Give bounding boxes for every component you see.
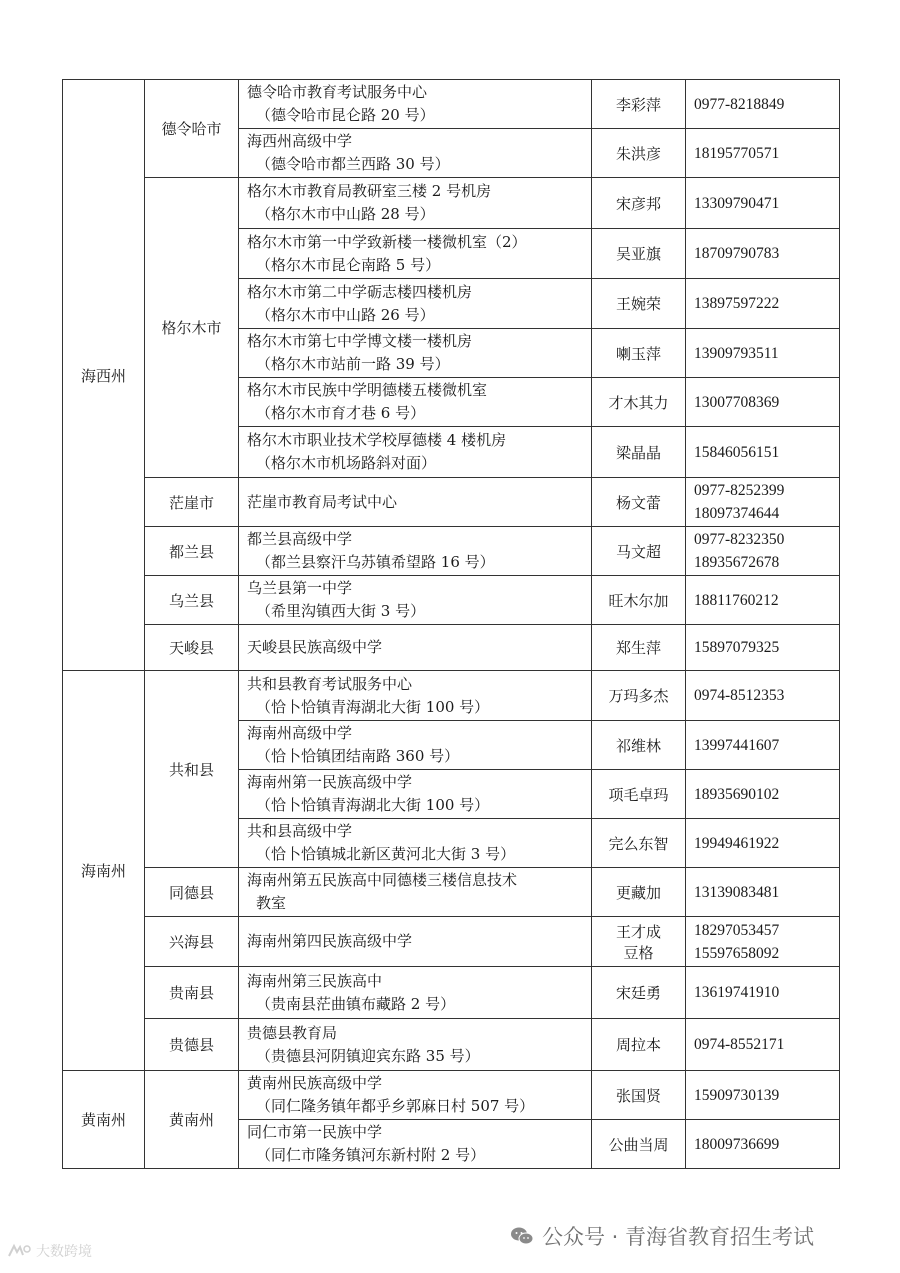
watermark-text: 大数跨境: [36, 1244, 92, 1260]
phone-number: 15897079325: [694, 639, 780, 656]
site-address: （贵南县茫曲镇布藏路 2 号）: [256, 994, 456, 1013]
site-name: 海南州第一民族高级中学: [247, 773, 413, 791]
phone-cell: [686, 80, 840, 129]
site-name: 共和县教育考试服务中心: [247, 674, 413, 693]
site-address: （贵德县河阴镇迎宾东路 35 号）: [256, 1046, 480, 1065]
site-name: 海南州第四民族高级中学: [247, 932, 413, 950]
phone-cell: [686, 671, 840, 721]
prefecture-cell: 海西州: [63, 80, 145, 671]
contact-person-cell: 更藏加: [592, 868, 686, 917]
site-address: （恰卜恰镇青海湖北大街 100 号）: [256, 796, 490, 814]
exam-site-cell: [239, 671, 592, 721]
county-cell: 天峻县: [145, 625, 239, 671]
site-name: 海南州第五民族高中同德楼三楼信息技术: [247, 871, 518, 889]
contact-person-cell: 祁维林: [592, 721, 686, 770]
site-name: 格尔木市职业技术学校厚德楼 4 楼机房: [247, 431, 507, 449]
phone-number: 0977-8218849: [694, 95, 785, 113]
site-address: （恰卜恰镇城北新区黄河北大街 3 号）: [256, 845, 516, 863]
phone-number: 13897597222: [694, 295, 780, 312]
site-address: （格尔木市中山路 26 号）: [256, 305, 435, 324]
exam-site-cell: [239, 378, 592, 427]
phone-cell: [686, 868, 840, 917]
exam-site-cell: [239, 1019, 592, 1071]
phone-cell: [686, 229, 840, 279]
prefecture-cell: 黄南州: [63, 1071, 145, 1169]
exam-site-cell: [239, 868, 592, 917]
phone-number: 18009736699: [694, 1135, 780, 1153]
site-address: （格尔木市中山路 28 号）: [256, 205, 435, 223]
site-name: 海南州第三民族高中: [247, 971, 383, 990]
phone-cell: [686, 770, 840, 819]
phone-number: 18297053457: [694, 921, 780, 939]
phone-number: 15909730139: [694, 1086, 780, 1104]
table-row: [63, 576, 840, 625]
contact-person-cell: 吴亚旗: [592, 229, 686, 279]
contact-person-cell: 万玛多杰: [592, 671, 686, 721]
phone-number: 18709790783: [694, 245, 780, 262]
exam-site-cell: [239, 478, 592, 527]
site-address: （希里沟镇西大街 3 号）: [256, 602, 426, 620]
phone-number: 15846056151: [694, 443, 780, 461]
phone-number: 13909793511: [694, 344, 779, 362]
exam-site-cell: [239, 625, 592, 671]
contact-person-cell: [592, 917, 686, 967]
phone-number: 0974-8512353: [694, 687, 785, 704]
phone-cell: [686, 378, 840, 427]
site-address: （格尔木市机场路斜对面）: [256, 454, 437, 472]
wechat-account-footer: [510, 1220, 814, 1252]
phone-cell: [686, 1120, 840, 1169]
phone-cell: [686, 625, 840, 671]
phone-cell: [686, 1019, 840, 1071]
table-row: [63, 478, 840, 527]
site-address: （格尔木市站前一路 39 号）: [256, 355, 450, 373]
contact-person-cell: 郑生萍: [592, 625, 686, 671]
site-address: （德令哈市昆仑路 20 号）: [256, 106, 435, 124]
county-cell: 格尔木市: [145, 178, 239, 478]
site-name: 茫崖市教育局考试中心: [247, 492, 398, 511]
contact-person-cell: 宋彦邦: [592, 178, 686, 229]
table-row: [63, 625, 840, 671]
site-name: 贵德县教育局: [247, 1023, 338, 1042]
phone-cell: [686, 819, 840, 868]
phone-number: 18195770571: [694, 144, 780, 162]
phone-cell: [686, 967, 840, 1019]
prefecture-cell: 海南州: [63, 671, 145, 1071]
exam-site-cell: [239, 1071, 592, 1120]
county-cell: 共和县: [145, 671, 239, 868]
contact-person-cell: 项毛卓玛: [592, 770, 686, 819]
county-cell: 黄南州: [145, 1071, 239, 1169]
site-name: 黄南州民族高级中学: [247, 1074, 383, 1092]
table-row: [63, 1019, 840, 1071]
site-name: 格尔木市教育局教研室三楼 2 号机房: [247, 182, 492, 200]
exam-site-cell: [239, 917, 592, 967]
footer-text: 公众号 · 青海省教育招生考试: [542, 1225, 815, 1249]
site-address: （格尔木市昆仑南路 5 号）: [256, 255, 441, 274]
phone-cell: [686, 1071, 840, 1120]
contact-person-cell: 喇玉萍: [592, 329, 686, 378]
site-name: 共和县高级中学: [247, 822, 353, 840]
phone-number: 19949461922: [694, 834, 780, 852]
phone-number: 18935672678: [694, 554, 780, 571]
site-name: 格尔木市第一中学致新楼一楼微机室（2）: [247, 232, 527, 251]
site-name: 同仁市第一民族中学: [247, 1123, 383, 1141]
phone-number: 13139083481: [694, 883, 780, 901]
exam-site-cell: [239, 279, 592, 329]
contact-person-cell: 杨文蕾: [592, 478, 686, 527]
watermark: [6, 1240, 92, 1262]
contact-person-cell: 公曲当周: [592, 1120, 686, 1169]
site-name: 海南州高级中学: [247, 724, 353, 742]
exam-site-cell: [239, 178, 592, 229]
phone-number: 0977-8252399: [694, 482, 785, 499]
contact-person-cell: 李彩萍: [592, 80, 686, 129]
exam-site-cell: [239, 770, 592, 819]
phone-cell: [686, 576, 840, 625]
exam-site-cell: [239, 721, 592, 770]
phone-number: 18935690102: [694, 785, 780, 803]
phone-number: 13619741910: [694, 984, 780, 1001]
site-address: （恰卜恰镇青海湖北大街 100 号）: [256, 697, 490, 716]
exam-site-cell: [239, 576, 592, 625]
phone-cell: [686, 721, 840, 770]
site-address: （德令哈市都兰西路 30 号）: [256, 155, 450, 173]
table-row: [63, 178, 840, 229]
table-row: [63, 967, 840, 1019]
table-row: [63, 80, 840, 129]
site-name: 格尔木市民族中学明德楼五楼微机室: [247, 381, 488, 399]
contact-person-line: 豆格: [623, 943, 654, 962]
exam-site-cell: [239, 967, 592, 1019]
exam-site-table: [62, 79, 840, 1169]
contact-person-cell: 梁晶晶: [592, 427, 686, 478]
phone-cell: [686, 527, 840, 576]
site-address: （恰卜恰镇团结南路 360 号）: [256, 747, 460, 765]
site-address: （格尔木市育才巷 6 号）: [256, 404, 426, 422]
phone-cell: [686, 329, 840, 378]
exam-site-cell: [239, 329, 592, 378]
phone-number: 18097374644: [694, 505, 780, 522]
contact-person-cell: 宋廷勇: [592, 967, 686, 1019]
phone-cell: [686, 427, 840, 478]
site-name: 都兰县高级中学: [247, 530, 353, 548]
contact-person-cell: 王婉荣: [592, 279, 686, 329]
phone-cell: [686, 478, 840, 527]
contact-person-cell: 张国贤: [592, 1071, 686, 1120]
site-address: 教室: [256, 894, 287, 912]
table-row: [63, 868, 840, 917]
table-row: [63, 671, 840, 721]
county-cell: 贵南县: [145, 967, 239, 1019]
phone-number: 15597658092: [694, 944, 780, 962]
phone-number: 0977-8232350: [694, 531, 785, 548]
site-address: （都兰县察汗乌苏镇希望路 16 号）: [256, 553, 495, 571]
county-cell: 都兰县: [145, 527, 239, 576]
contact-person-cell: 朱洪彦: [592, 129, 686, 178]
county-cell: 贵德县: [145, 1019, 239, 1071]
site-address: （同仁隆务镇年都乎乡郭麻日村 507 号）: [256, 1097, 535, 1115]
county-cell: 兴海县: [145, 917, 239, 967]
phone-number: 18811760212: [694, 591, 779, 609]
county-cell: 德令哈市: [145, 80, 239, 178]
site-name: 天峻县民族高级中学: [247, 638, 383, 656]
county-cell: 茫崖市: [145, 478, 239, 527]
contact-person-cell: 马文超: [592, 527, 686, 576]
county-cell: 同德县: [145, 868, 239, 917]
phone-cell: [686, 178, 840, 229]
exam-site-cell: [239, 819, 592, 868]
exam-site-cell: [239, 229, 592, 279]
site-name: 乌兰县第一中学: [247, 579, 353, 597]
exam-site-cell: [239, 129, 592, 178]
exam-site-cell: [239, 427, 592, 478]
site-name: 格尔木市第七中学博文楼一楼机房: [247, 332, 473, 350]
site-name: 格尔木市第二中学砺志楼四楼机房: [247, 282, 473, 301]
phone-cell: [686, 917, 840, 967]
county-cell: 乌兰县: [145, 576, 239, 625]
wechat-icon: [510, 1226, 534, 1246]
table-row: [63, 917, 840, 967]
exam-site-cell: [239, 527, 592, 576]
phone-number: 13007708369: [694, 393, 780, 411]
phone-number: 0974-8552171: [694, 1036, 785, 1053]
table-row: [63, 527, 840, 576]
phone-cell: [686, 279, 840, 329]
contact-person-cell: 旺木尔加: [592, 576, 686, 625]
site-name: 德令哈市教育考试服务中心: [247, 83, 428, 101]
exam-site-cell: [239, 80, 592, 129]
phone-cell: [686, 129, 840, 178]
table-row: [63, 1071, 840, 1120]
site-name: 海西州高级中学: [247, 132, 353, 150]
contact-person-line: 王才成: [615, 922, 661, 941]
phone-number: 13997441607: [694, 736, 780, 754]
contact-person-cell: 周拉本: [592, 1019, 686, 1071]
contact-person-cell: 完么东智: [592, 819, 686, 868]
watermark-logo-icon: [6, 1243, 32, 1259]
phone-number: 13309790471: [694, 194, 780, 212]
exam-site-cell: [239, 1120, 592, 1169]
site-address: （同仁市隆务镇河东新村附 2 号）: [256, 1146, 486, 1164]
contact-person-cell: 才木其力: [592, 378, 686, 427]
